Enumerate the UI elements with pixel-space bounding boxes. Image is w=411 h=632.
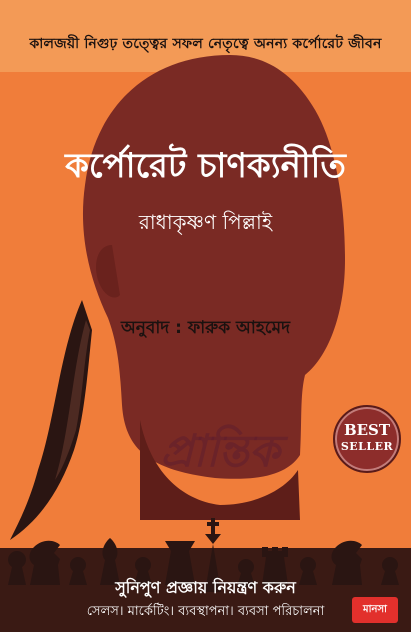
badge-line-1: BEST <box>343 421 391 439</box>
badge-line-2: SELLER <box>340 440 394 453</box>
book-author: রাধাকৃষ্ণণ পিল্লাই <box>138 210 273 234</box>
book-translator: অনুবাদ : ফারুক আহমেদ <box>121 318 290 338</box>
publisher-watermark: প্রান্তিক <box>160 426 280 477</box>
book-title: কর্পোরেট চাণক্যনীতি <box>65 146 346 186</box>
cover-subjects: সেলস। মার্কেটিং। ব্যবস্থাপনা। ব্যবসা পরিচালনা <box>86 604 325 619</box>
bestseller-badge <box>333 405 401 473</box>
publisher-logo: মানসা <box>352 597 398 623</box>
head-silhouette <box>83 55 345 479</box>
cover-slogan: সুনিপুণ প্রজ্ঞায় নিয়ন্ত্রণ করুন <box>115 578 296 597</box>
cover-tagline: কালজয়ী নিগুঢ় তত্ত্বের সফল নেতৃত্বে অনন্য কর্পোরেট জীবন <box>29 36 382 52</box>
